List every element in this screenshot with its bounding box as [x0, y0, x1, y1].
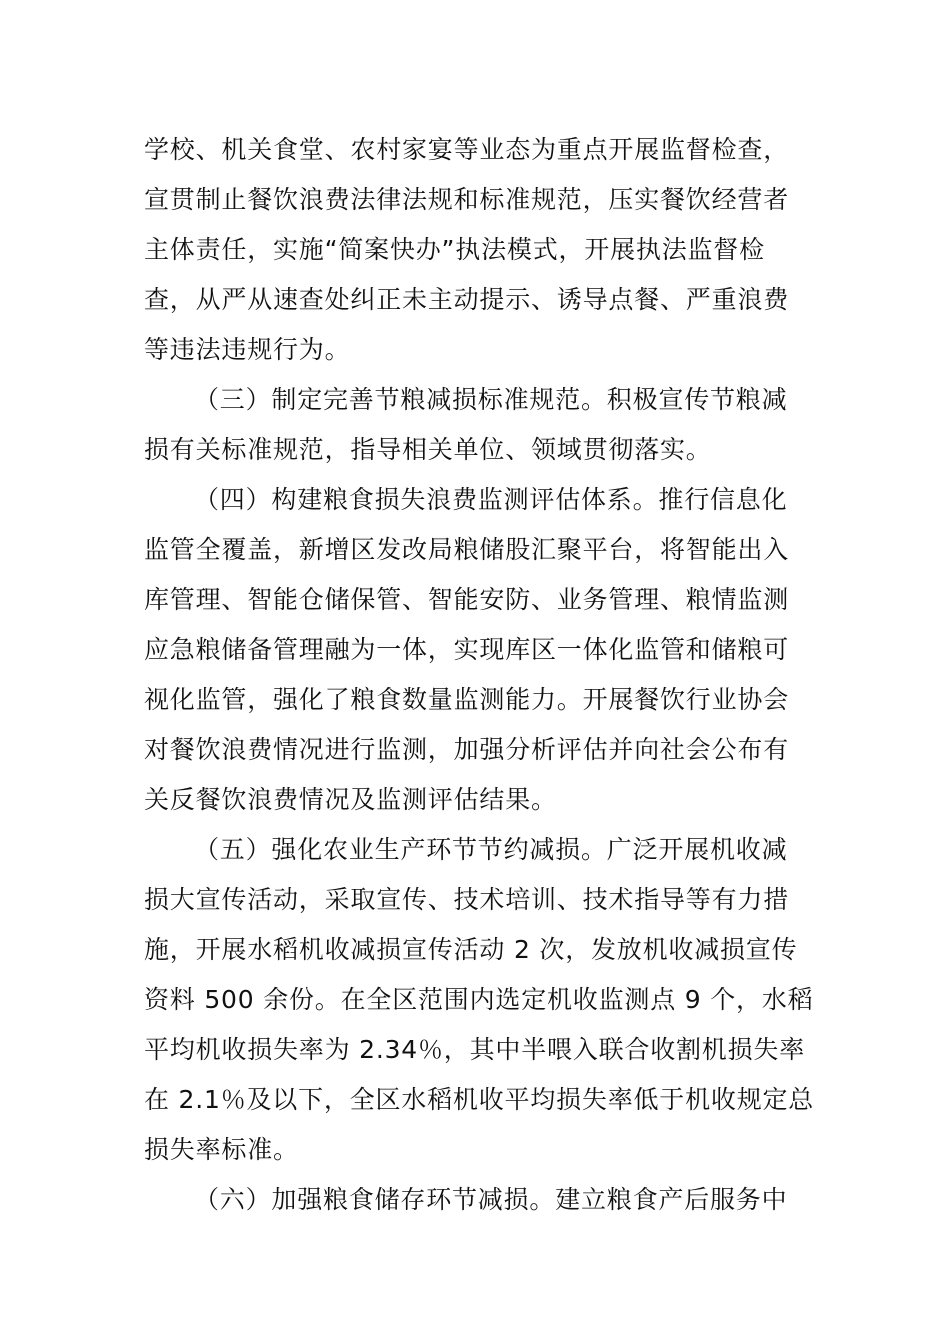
paragraph-heading-line: （三）制定完善节粮减损标准规范。积极宣传节粮减: [194, 385, 788, 414]
body-line: 库管理、智能仓储保管、智能安防、业务管理、粮情监测: [144, 585, 790, 614]
body-line: 等违法违规行为。: [144, 335, 351, 364]
body-line: 监管全覆盖，新增区发改局粮储股汇聚平台，将智能出入: [144, 535, 790, 564]
body-line: 应急粮储备管理融为一体，实现库区一体化监管和储粮可: [144, 635, 790, 664]
paragraph-heading-line: （六）加强粮食储存环节减损。建立粮食产后服务中: [194, 1185, 788, 1214]
paragraph-heading-line: （四）构建粮食损失浪费监测评估体系。推行信息化: [194, 485, 788, 514]
body-line: 平均机收损失率为 2.34％，其中半喂入联合收割机损失率: [144, 1035, 806, 1064]
body-line: 损有关标准规范，指导相关单位、领域贯彻落实。: [144, 435, 712, 464]
body-line: 损失率标准。: [144, 1135, 299, 1164]
body-line: 查，从严从速查处纠正未主动提示、诱导点餐、严重浪费: [144, 285, 790, 314]
body-line: 施，开展水稻机收减损宣传活动 2 次，发放机收减损宣传: [144, 935, 798, 964]
body-line: 学校、机关食堂、农村家宴等业态为重点开展监督检查，: [144, 135, 790, 164]
body-line: 损大宣传活动，采取宣传、技术培训、技术指导等有力措: [144, 885, 790, 914]
paragraph-heading-line: （五）强化农业生产环节节约减损。广泛开展机收减: [194, 835, 788, 864]
body-line: 对餐饮浪费情况进行监测，加强分析评估并向社会公布有: [144, 735, 790, 764]
body-line: 资料 500 余份。在全区范围内选定机收监测点 9 个，水稻: [144, 985, 814, 1014]
body-line: 在 2.1％及以下，全区水稻机收平均损失率低于机收规定总: [144, 1085, 815, 1114]
body-line: 宣贯制止餐饮浪费法律法规和标准规范，压实餐饮经营者: [144, 185, 790, 214]
body-line: 主体责任，实施“简案快办”执法模式，开展执法监督检: [144, 235, 765, 264]
body-line: 视化监管，强化了粮食数量监测能力。开展餐饮行业协会: [144, 685, 790, 714]
body-line: 关反餐饮浪费情况及监测评估结果。: [144, 785, 557, 814]
